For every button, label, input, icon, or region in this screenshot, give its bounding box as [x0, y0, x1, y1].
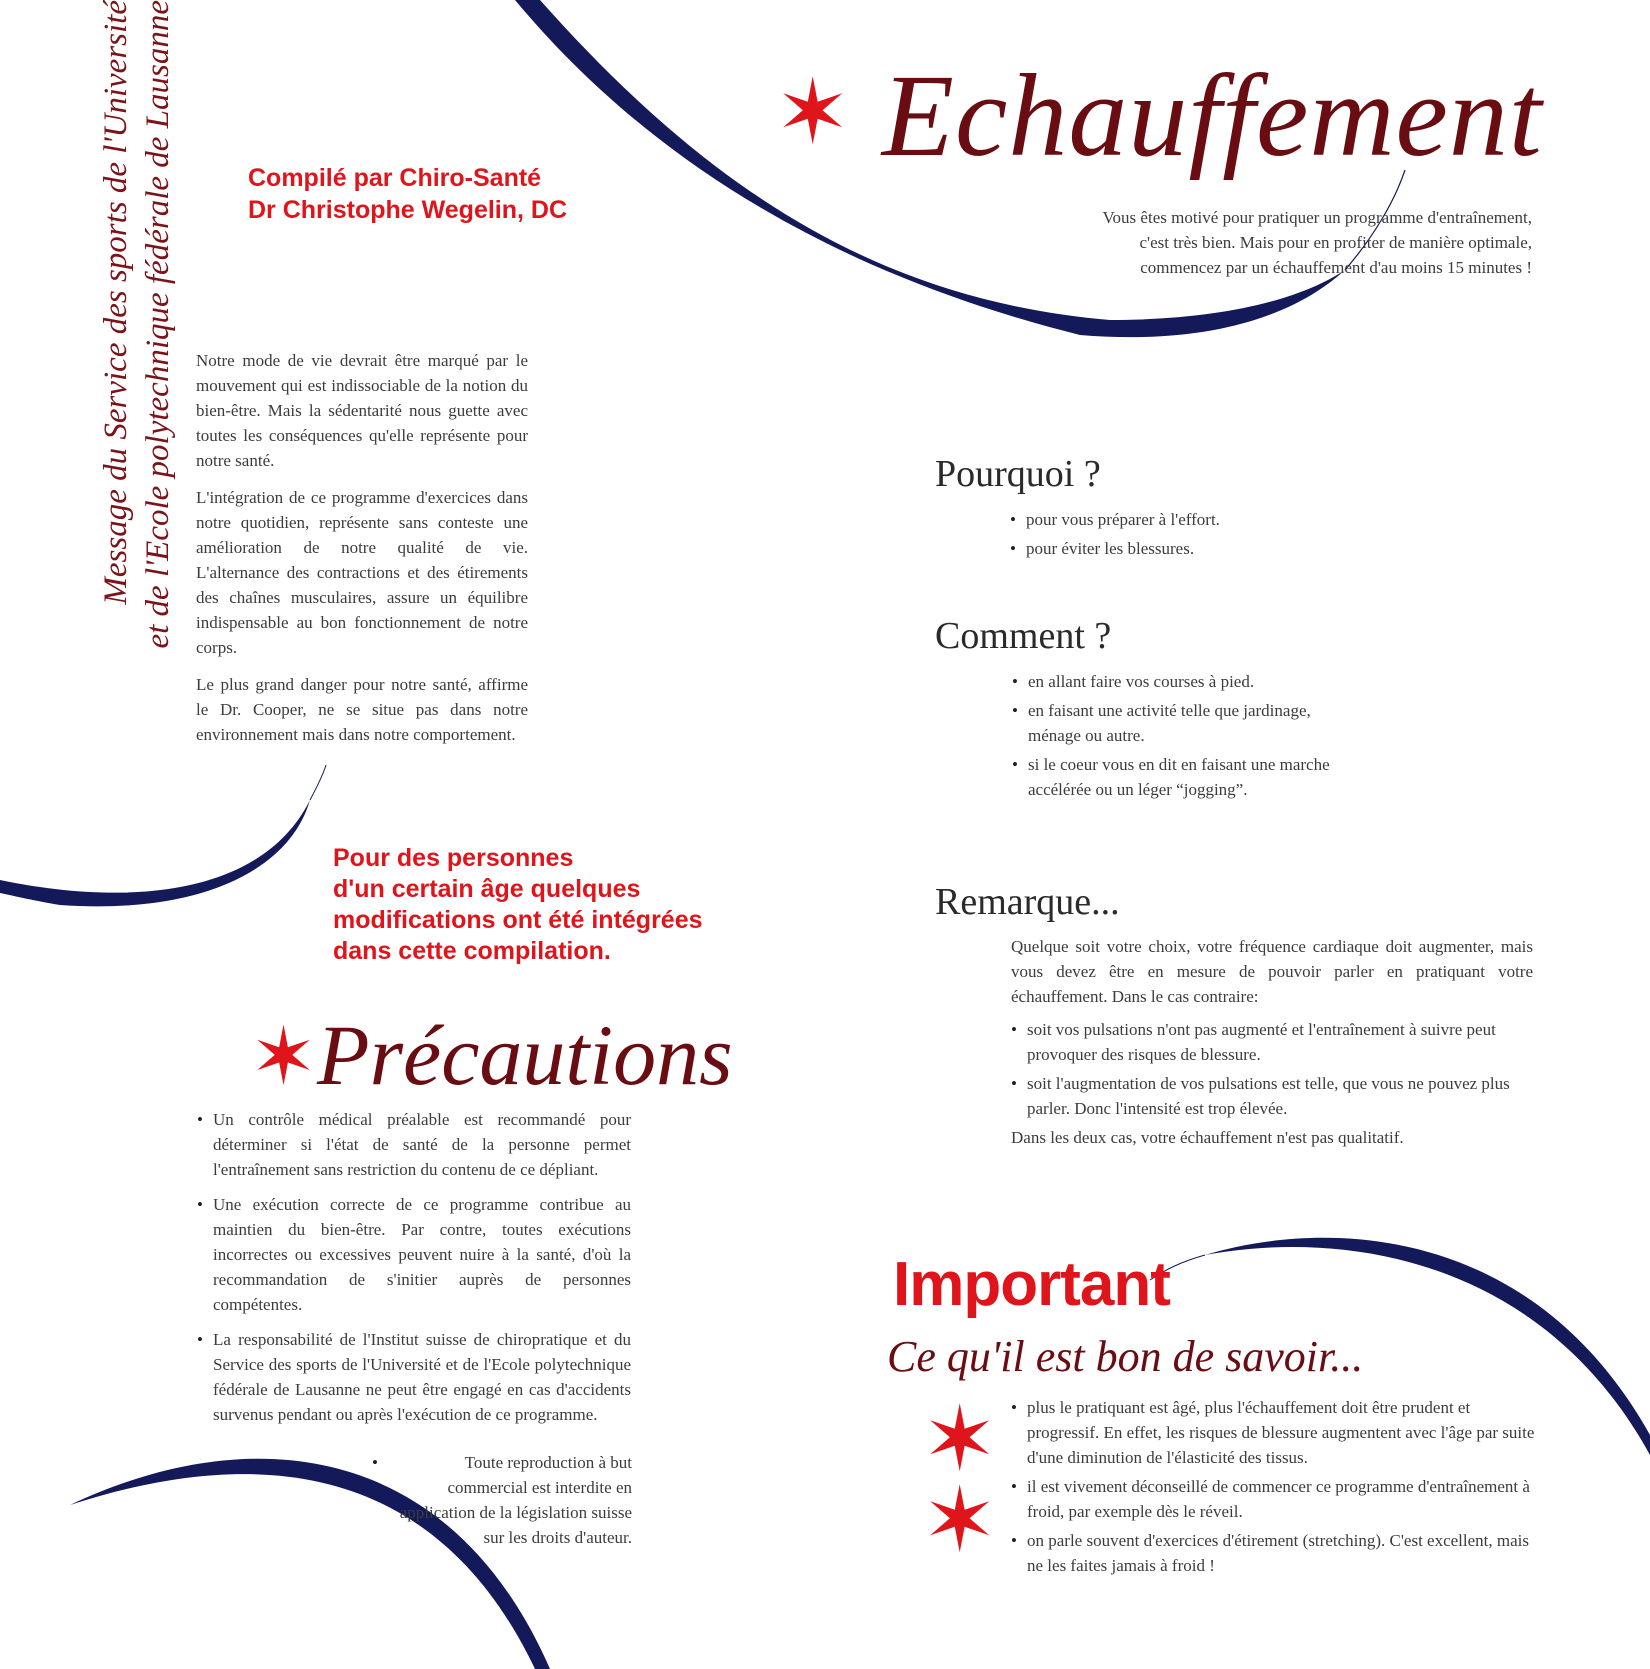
intro-paragraph: L'intégration de ce programme d'exercices dans notre quotidien, représente sans conteste une amélioration de notre qualité de vie. L'alternance des contractions et des étirements des chaînes musculaires, assure un équilibre indispensable au bon fonctionnement de notre corps.	[196, 488, 528, 657]
remarque-conclusion: Dans les deux cas, votre échauffement n'est pas qualitatif.	[1011, 1128, 1404, 1147]
list-item: • il est vivement déconseillé de commencer ce programme d'entraînement à froid, par exemple dès le réveil.	[1011, 1474, 1535, 1524]
pourquoi-heading: Pourquoi ?	[935, 453, 1101, 495]
precautions-title	[250, 1005, 733, 1107]
side-title-line1: Message du Service des sports de l'Université	[98, 0, 134, 605]
list-item: • La responsabilité de l'Institut suisse de chiropratique et du Service des sports de l'Université et de l'Ecole polytechnique fédérale de Lausanne ne peut être engagé en cas d'accidents survenus pendant ou après l'exécution de ce programme.	[197, 1327, 631, 1427]
compiled-by-line1: Compilé par Chiro-Santé	[248, 164, 542, 192]
left-swoosh-thin	[310, 765, 326, 800]
side-title	[95, 0, 179, 830]
star-icon: ✶	[250, 1010, 318, 1103]
list-item: • Un contrôle médical préalable est recommandé pour déterminer si l'état de santé de la personne permet l'entraînement sans restriction du contenu de ce dépliant.	[197, 1107, 631, 1182]
intro-paragraph: Le plus grand danger pour notre santé, affirme le Dr. Cooper, ne se situe pas dans notre environnement mais dans notre comportement.	[196, 675, 528, 744]
star-icon: ✶	[775, 60, 852, 165]
precautions-title-text: Précautions	[317, 1007, 733, 1103]
intro-text	[196, 348, 528, 759]
remarque-intro: Quelque soit votre choix, votre fréquence cardiaque doit augmenter, mais vous devez être en mesure de pouvoir parler en pratiquant votre échauffement. Dans le cas contraire:	[1011, 937, 1533, 1006]
list-item: • si le coeur vous en dit en faisant une marche accélérée ou un léger “jogging”.	[1012, 752, 1342, 802]
echauffement-intro: Vous êtes motivé pour pratiquer un programme d'entraînement, c'est très bien. Mais pour en profiter de manière optimale, commencez par un échauffement d'au moins 15 minutes !	[1102, 208, 1532, 277]
intro-paragraph: Notre mode de vie devrait être marqué par le mouvement qui est indissociable de la notion du bien-être. Mais la sédentarité nous guette avec toutes les conséquences qu'elle représente pour notre santé.	[196, 351, 528, 470]
list-item: • en allant faire vos courses à pied.	[1012, 669, 1342, 694]
star-icon: ✶	[922, 1468, 998, 1573]
compiled-by-line2: Dr Christophe Wegelin, DC	[248, 196, 568, 224]
comment-heading: Comment ?	[935, 615, 1112, 657]
remarque-heading: Remarque...	[935, 881, 1120, 923]
list-item: • en faisant une activité telle que jardinage, ménage ou autre.	[1012, 698, 1342, 748]
pourquoi-list	[1010, 507, 1430, 565]
age-note-line: dans cette compilation.	[333, 937, 611, 965]
age-note	[333, 843, 703, 967]
remarque-body	[1011, 934, 1533, 1150]
list-item: • Une exécution correcte de ce programme contribue au maintien du bien-être. Par contre, toutes exécutions incorrectes ou excessives peuvent nuire à la santé, d'où la recommandation de s'initier auprès de personnes compétentes.	[197, 1192, 631, 1317]
precautions-list	[197, 1107, 631, 1437]
echauffement-title-text: Echauffement	[881, 50, 1543, 181]
list-item: • plus le pratiquant est âgé, plus l'échauffement doit être prudent et progressif. En effet, les risques de blessure augmentent avec l'âge par suite d'une diminution de l'élasticité des tissus.	[1011, 1395, 1535, 1470]
list-item: • soit l'augmentation de vos pulsations est telle, que vous ne pouvez plus parler. Donc l'intensité est trop élevée.	[1011, 1071, 1533, 1121]
list-item: • Toute reproduction à but commercial est interdite en application de la législation suisse sur les droits d'auteur.	[372, 1450, 632, 1550]
age-note-line: Pour des personnes	[333, 844, 574, 872]
list-item: • pour vous préparer à l'effort.	[1010, 507, 1430, 532]
compiled-by	[248, 162, 567, 226]
age-note-line: modifications ont été intégrées	[333, 906, 703, 934]
echauffement-title	[775, 48, 1543, 181]
important-subtitle: Ce qu'il est bon de savoir...	[887, 1332, 1364, 1381]
list-item: • soit vos pulsations n'ont pas augmenté et l'entraînement à suivre peut provoquer des risques de blessure.	[1011, 1017, 1533, 1067]
important-list	[1011, 1395, 1535, 1582]
list-item: • on parle souvent d'exercices d'étirement (stretching). C'est excellent, mais ne les faites jamais à froid !	[1011, 1528, 1535, 1578]
side-title-line2: et de l'Ecole polytechnique fédérale de Lausanne	[140, 0, 176, 649]
reproduction-notice	[372, 1450, 632, 1554]
comment-list	[1012, 669, 1342, 806]
important-title: Important	[893, 1250, 1170, 1319]
list-item: • pour éviter les blessures.	[1010, 536, 1430, 561]
star-icon: ✶	[922, 1387, 998, 1492]
age-note-line: d'un certain âge quelques	[333, 875, 641, 903]
